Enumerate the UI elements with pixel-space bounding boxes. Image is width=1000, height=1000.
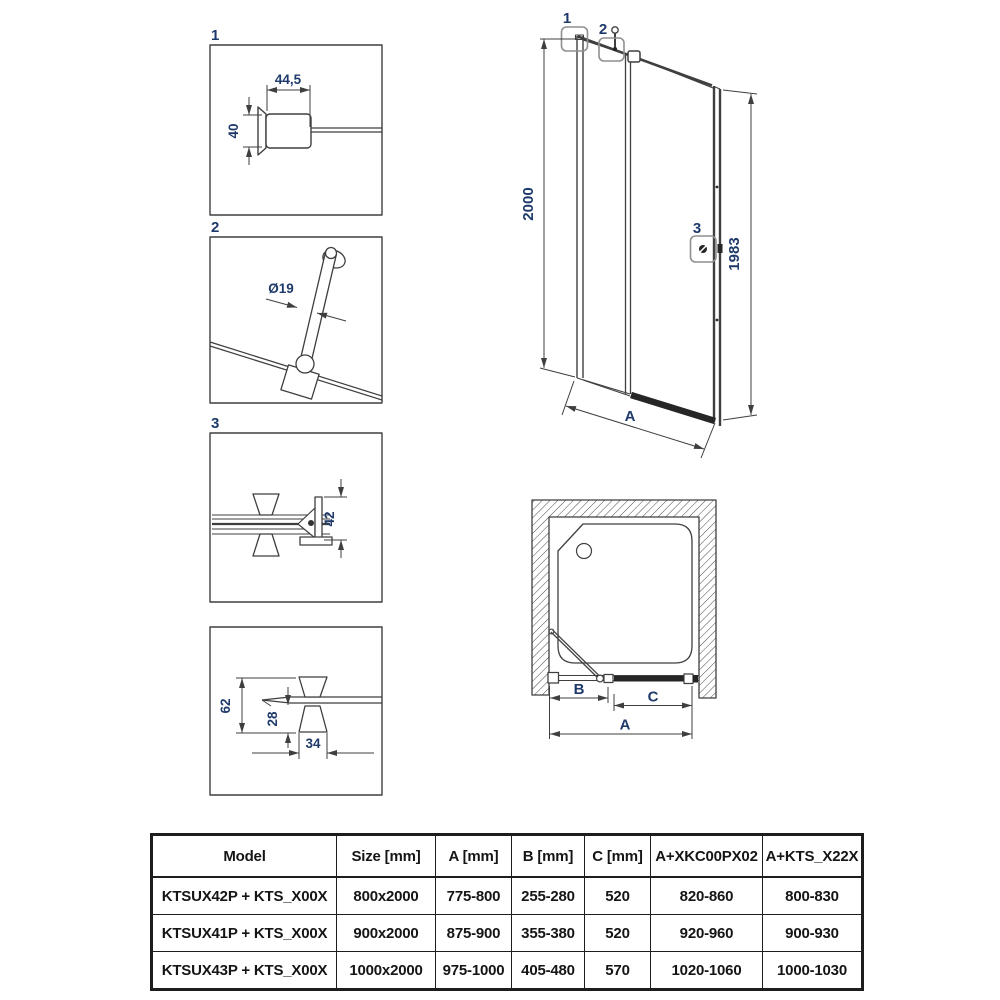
spec-cell-a-kts: 900-930 xyxy=(763,915,863,952)
spec-header-a-xkc: A+XKC00PX02 xyxy=(651,835,763,878)
detail4-dim-total-label: 62 xyxy=(218,698,233,714)
plan-fixed-panel xyxy=(614,676,684,682)
plan-dim-a-label: A xyxy=(619,716,631,734)
elevation-view xyxy=(520,10,757,458)
detail-panel-4 xyxy=(210,627,382,795)
spec-header-b: B [mm] xyxy=(512,835,585,878)
spec-header-c: C [mm] xyxy=(585,835,651,878)
door-handle-side xyxy=(718,244,723,253)
spec-cell-model: KTSUX43P + KTS_X00X xyxy=(152,952,337,990)
plan-pivot-bracket xyxy=(604,675,613,683)
spec-header-size: Size [mm] xyxy=(337,835,436,878)
detail-panel-1 xyxy=(210,27,382,215)
bar-ball-joint xyxy=(296,355,314,373)
spec-cell-a-xkc: 1020-1060 xyxy=(651,952,763,990)
detail3-dim-height-label: 42 xyxy=(322,511,337,527)
spec-cell-c: 570 xyxy=(585,952,651,990)
detail4-dim-width-label: 34 xyxy=(305,736,321,751)
spec-cell-c: 520 xyxy=(585,915,651,952)
shower-tray xyxy=(558,524,692,663)
elevation-callout1-label: 1 xyxy=(562,10,572,27)
detail4-dim-lower xyxy=(285,687,291,748)
spec-row xyxy=(152,877,863,915)
spec-cell-a: 875-900 xyxy=(436,915,512,952)
spec-table xyxy=(150,833,864,991)
spec-cell-b: 405-480 xyxy=(512,952,585,990)
plan-right-bracket xyxy=(684,674,693,684)
detail4-frame xyxy=(210,627,382,795)
spec-cell-b: 355-380 xyxy=(512,915,585,952)
spec-cell-a-kts: 1000-1030 xyxy=(763,952,863,990)
spec-cell-b: 255-280 xyxy=(512,877,585,915)
spec-cell-size: 1000x2000 xyxy=(337,952,436,990)
detail2-label: 2 xyxy=(211,219,220,236)
spec-cell-size: 800x2000 xyxy=(337,877,436,915)
detail3-foot xyxy=(300,537,332,545)
support-bar-tube xyxy=(300,252,337,366)
knob4-lower xyxy=(299,706,327,732)
spec-row xyxy=(152,952,863,990)
elevation-callout2-label: 2 xyxy=(598,21,608,38)
plan-dim-b-label: B xyxy=(573,681,585,698)
elevation-dim-2000-label: 2000 xyxy=(520,187,537,221)
spec-table-container xyxy=(150,833,864,991)
detail2-dim-diameter-label: Ø19 xyxy=(268,281,294,296)
detail1-dim-width-label: 44,5 xyxy=(274,72,302,87)
detail1-dim-height-label: 40 xyxy=(226,123,241,139)
wall-bracket-flange xyxy=(258,107,266,155)
plan-dim-c-label: C xyxy=(647,688,659,706)
bar-top-cap xyxy=(326,248,337,259)
elevation-dim-a xyxy=(562,381,715,458)
spec-row xyxy=(152,915,863,952)
spec-cell-model: KTSUX41P + KTS_X00X xyxy=(152,915,337,952)
knob4-upper xyxy=(299,677,327,697)
wall-bracket-body xyxy=(266,114,311,148)
pin-head xyxy=(612,27,618,33)
spec-cell-a-xkc: 920-960 xyxy=(651,915,763,952)
spec-cell-a-xkc: 820-860 xyxy=(651,877,763,915)
elevation-dim-2000 xyxy=(540,39,577,377)
detail3-label: 3 xyxy=(211,415,220,432)
detail-panel-3 xyxy=(210,415,382,602)
detail-panel-2 xyxy=(210,219,382,403)
fold-clamp xyxy=(628,51,640,62)
detail4-dim-lower-label: 28 xyxy=(265,711,280,727)
bottom-rail xyxy=(631,395,715,421)
spec-cell-a: 975-1000 xyxy=(436,952,512,990)
elevation-dim-1983-label: 1983 xyxy=(726,237,743,271)
spec-cell-model: KTSUX42P + KTS_X00X xyxy=(152,877,337,915)
plan-wall-profile xyxy=(548,673,559,684)
elevation-dim-a-label: A xyxy=(624,408,636,425)
detail2-dim-diameter xyxy=(266,299,346,321)
tray-drain xyxy=(577,544,592,559)
spec-cell-size: 900x2000 xyxy=(337,915,436,952)
spec-cell-c: 520 xyxy=(585,877,651,915)
elevation-callout3-label: 3 xyxy=(692,220,702,237)
detail3-frame xyxy=(210,433,382,602)
plan-view xyxy=(532,500,716,739)
support-bar xyxy=(578,37,712,86)
spec-header-row xyxy=(152,835,863,878)
knob-lower xyxy=(253,534,279,556)
spec-cell-a-kts: 800-830 xyxy=(763,877,863,915)
spec-header-a: A [mm] xyxy=(436,835,512,878)
knob-upper xyxy=(253,494,279,515)
spec-header-a-kts: A+KTS_X22X xyxy=(763,835,863,878)
plan-pivot-hinge xyxy=(597,675,604,682)
detail1-label: 1 xyxy=(211,27,220,44)
spec-cell-a: 775-800 xyxy=(436,877,512,915)
spec-header-model: Model xyxy=(152,835,337,878)
